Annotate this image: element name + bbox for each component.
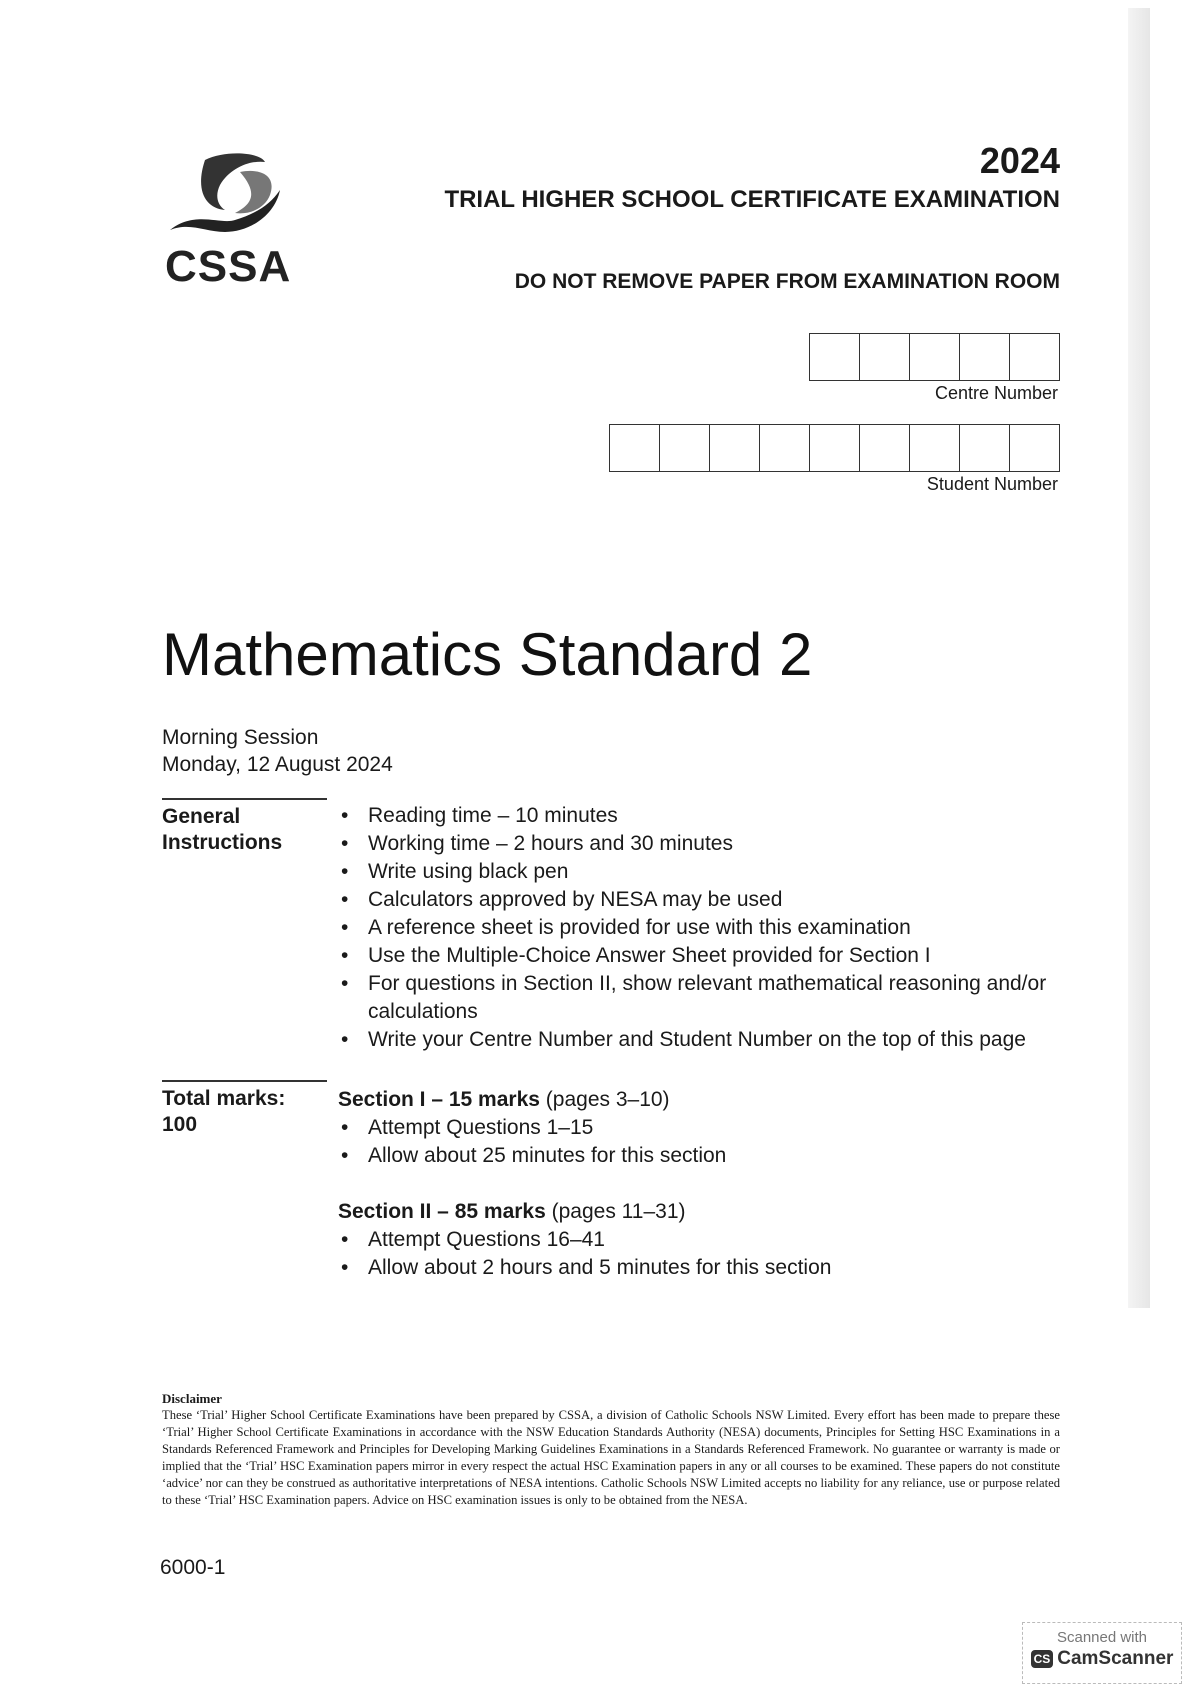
list-item: • Write using black pen <box>338 858 1068 886</box>
list-item: • Allow about 2 hours and 5 minutes for this section <box>338 1254 1068 1282</box>
student-number-digit[interactable] <box>1010 425 1059 471</box>
session-name: Morning Session <box>162 726 319 749</box>
section-2-heading: Section II – 85 marks (pages 11–31) <box>338 1200 686 1223</box>
disclaimer-heading: Disclaimer <box>162 1391 222 1406</box>
section-1 <box>338 1086 1068 1170</box>
disclaimer-text: These ‘Trial’ Higher School Certificate Examinations have been prepared by CSSA, a division of Catholic Schools NSW Limited. Every effort has been made to prepare these ‘Trial’ Higher School Certificate Examinations in accordance with the NSW Education Standards Authority (NESA) documents, Principles for Setting HSC Examinations in a Standards Referenced Framework and Principles for Developing Marking Guidelines Examinations in a Standards Referenced Framework. No guarantee or warranty is made or implied that the ‘Trial’ HSC Examination papers mirror in every respect the actual HSC Examination papers in any or all courses to be examined. These papers do not constitute ‘advice’ nor can they be construed as authoritative interpretations of NESA intentions. Catholic Schools NSW Limited accepts no liability for any reliance, use or purpose related to these ‘Trial’ HSC Examination papers. Advice on HSC examination issues is only to be obtained from the NESA. <box>162 1408 1060 1507</box>
total-marks-label: Total marks: 100 <box>162 1087 286 1136</box>
list-item: • Attempt Questions 16–41 <box>338 1226 1068 1254</box>
student-number-digit[interactable] <box>810 425 860 471</box>
centre-number-digit[interactable] <box>910 334 960 380</box>
student-number-field[interactable] <box>609 424 1060 472</box>
session-date: Monday, 12 August 2024 <box>162 753 393 776</box>
student-number-label: Student Number <box>926 474 1058 494</box>
list-item: • Working time – 2 hours and 30 minutes <box>338 830 1068 858</box>
section-1-heading: Section I – 15 marks (pages 3–10) <box>338 1088 670 1111</box>
exam-title: TRIAL HIGHER SCHOOL CERTIFICATE EXAMINATION <box>444 186 1060 213</box>
list-item: • Use the Multiple-Choice Answer Sheet provided for Section I <box>338 942 1068 970</box>
subject-title: Mathematics Standard 2 <box>162 621 813 688</box>
logo-text: CSSA <box>165 242 292 291</box>
scan-edge-shadow <box>1128 8 1150 1308</box>
disclaimer <box>162 1390 1060 1509</box>
exam-year: 2024 <box>979 140 1060 181</box>
list-item: • Attempt Questions 1–15 <box>338 1114 1068 1142</box>
total-marks-value: 100 <box>162 1113 198 1136</box>
student-number-digit[interactable] <box>710 425 760 471</box>
centre-number-digit[interactable] <box>810 334 860 380</box>
watermark-brand-name: CamScanner <box>1057 1648 1174 1669</box>
student-number-digit[interactable] <box>660 425 710 471</box>
centre-number-digit[interactable] <box>960 334 1010 380</box>
student-number-digit[interactable] <box>960 425 1010 471</box>
section-2-list <box>338 1226 1068 1282</box>
watermark-caption: Scanned with <box>1056 1629 1148 1646</box>
instructions-list <box>338 802 1068 1054</box>
list-item: • Allow about 25 minutes for this section <box>338 1142 1068 1170</box>
student-number-digit[interactable] <box>860 425 910 471</box>
camscanner-icon: CS <box>1031 1650 1054 1668</box>
student-number-digit[interactable] <box>760 425 810 471</box>
list-item: • For questions in Section II, show relevant mathematical reasoning and/or calculations <box>338 970 1068 1026</box>
list-item: • Calculators approved by NESA may be used <box>338 886 1068 914</box>
cssa-logo-icon <box>165 150 295 245</box>
list-item: • Write your Centre Number and Student Number on the top of this page <box>338 1026 1068 1054</box>
watermark-brand <box>1023 1648 1181 1670</box>
centre-number-digit[interactable] <box>1010 334 1059 380</box>
section-1-list <box>338 1114 1068 1170</box>
session-info <box>162 724 393 778</box>
divider <box>162 1080 327 1082</box>
centre-number-digit[interactable] <box>860 334 910 380</box>
list-item: • Reading time – 10 minutes <box>338 802 1068 830</box>
divider <box>162 798 327 800</box>
centre-number-label: Centre Number <box>934 383 1058 403</box>
student-number-digit[interactable] <box>610 425 660 471</box>
cssa-logo <box>165 150 295 290</box>
paper-code: 6000-1 <box>160 1556 226 1579</box>
room-notice: DO NOT REMOVE PAPER FROM EXAMINATION ROOM <box>514 270 1060 293</box>
section-2 <box>338 1198 1068 1282</box>
general-instructions-label: General Instructions <box>162 805 283 854</box>
student-number-digit[interactable] <box>910 425 960 471</box>
camscanner-watermark <box>1022 1622 1182 1684</box>
centre-number-field[interactable] <box>809 333 1060 381</box>
list-item: • A reference sheet is provided for use with this examination <box>338 914 1068 942</box>
